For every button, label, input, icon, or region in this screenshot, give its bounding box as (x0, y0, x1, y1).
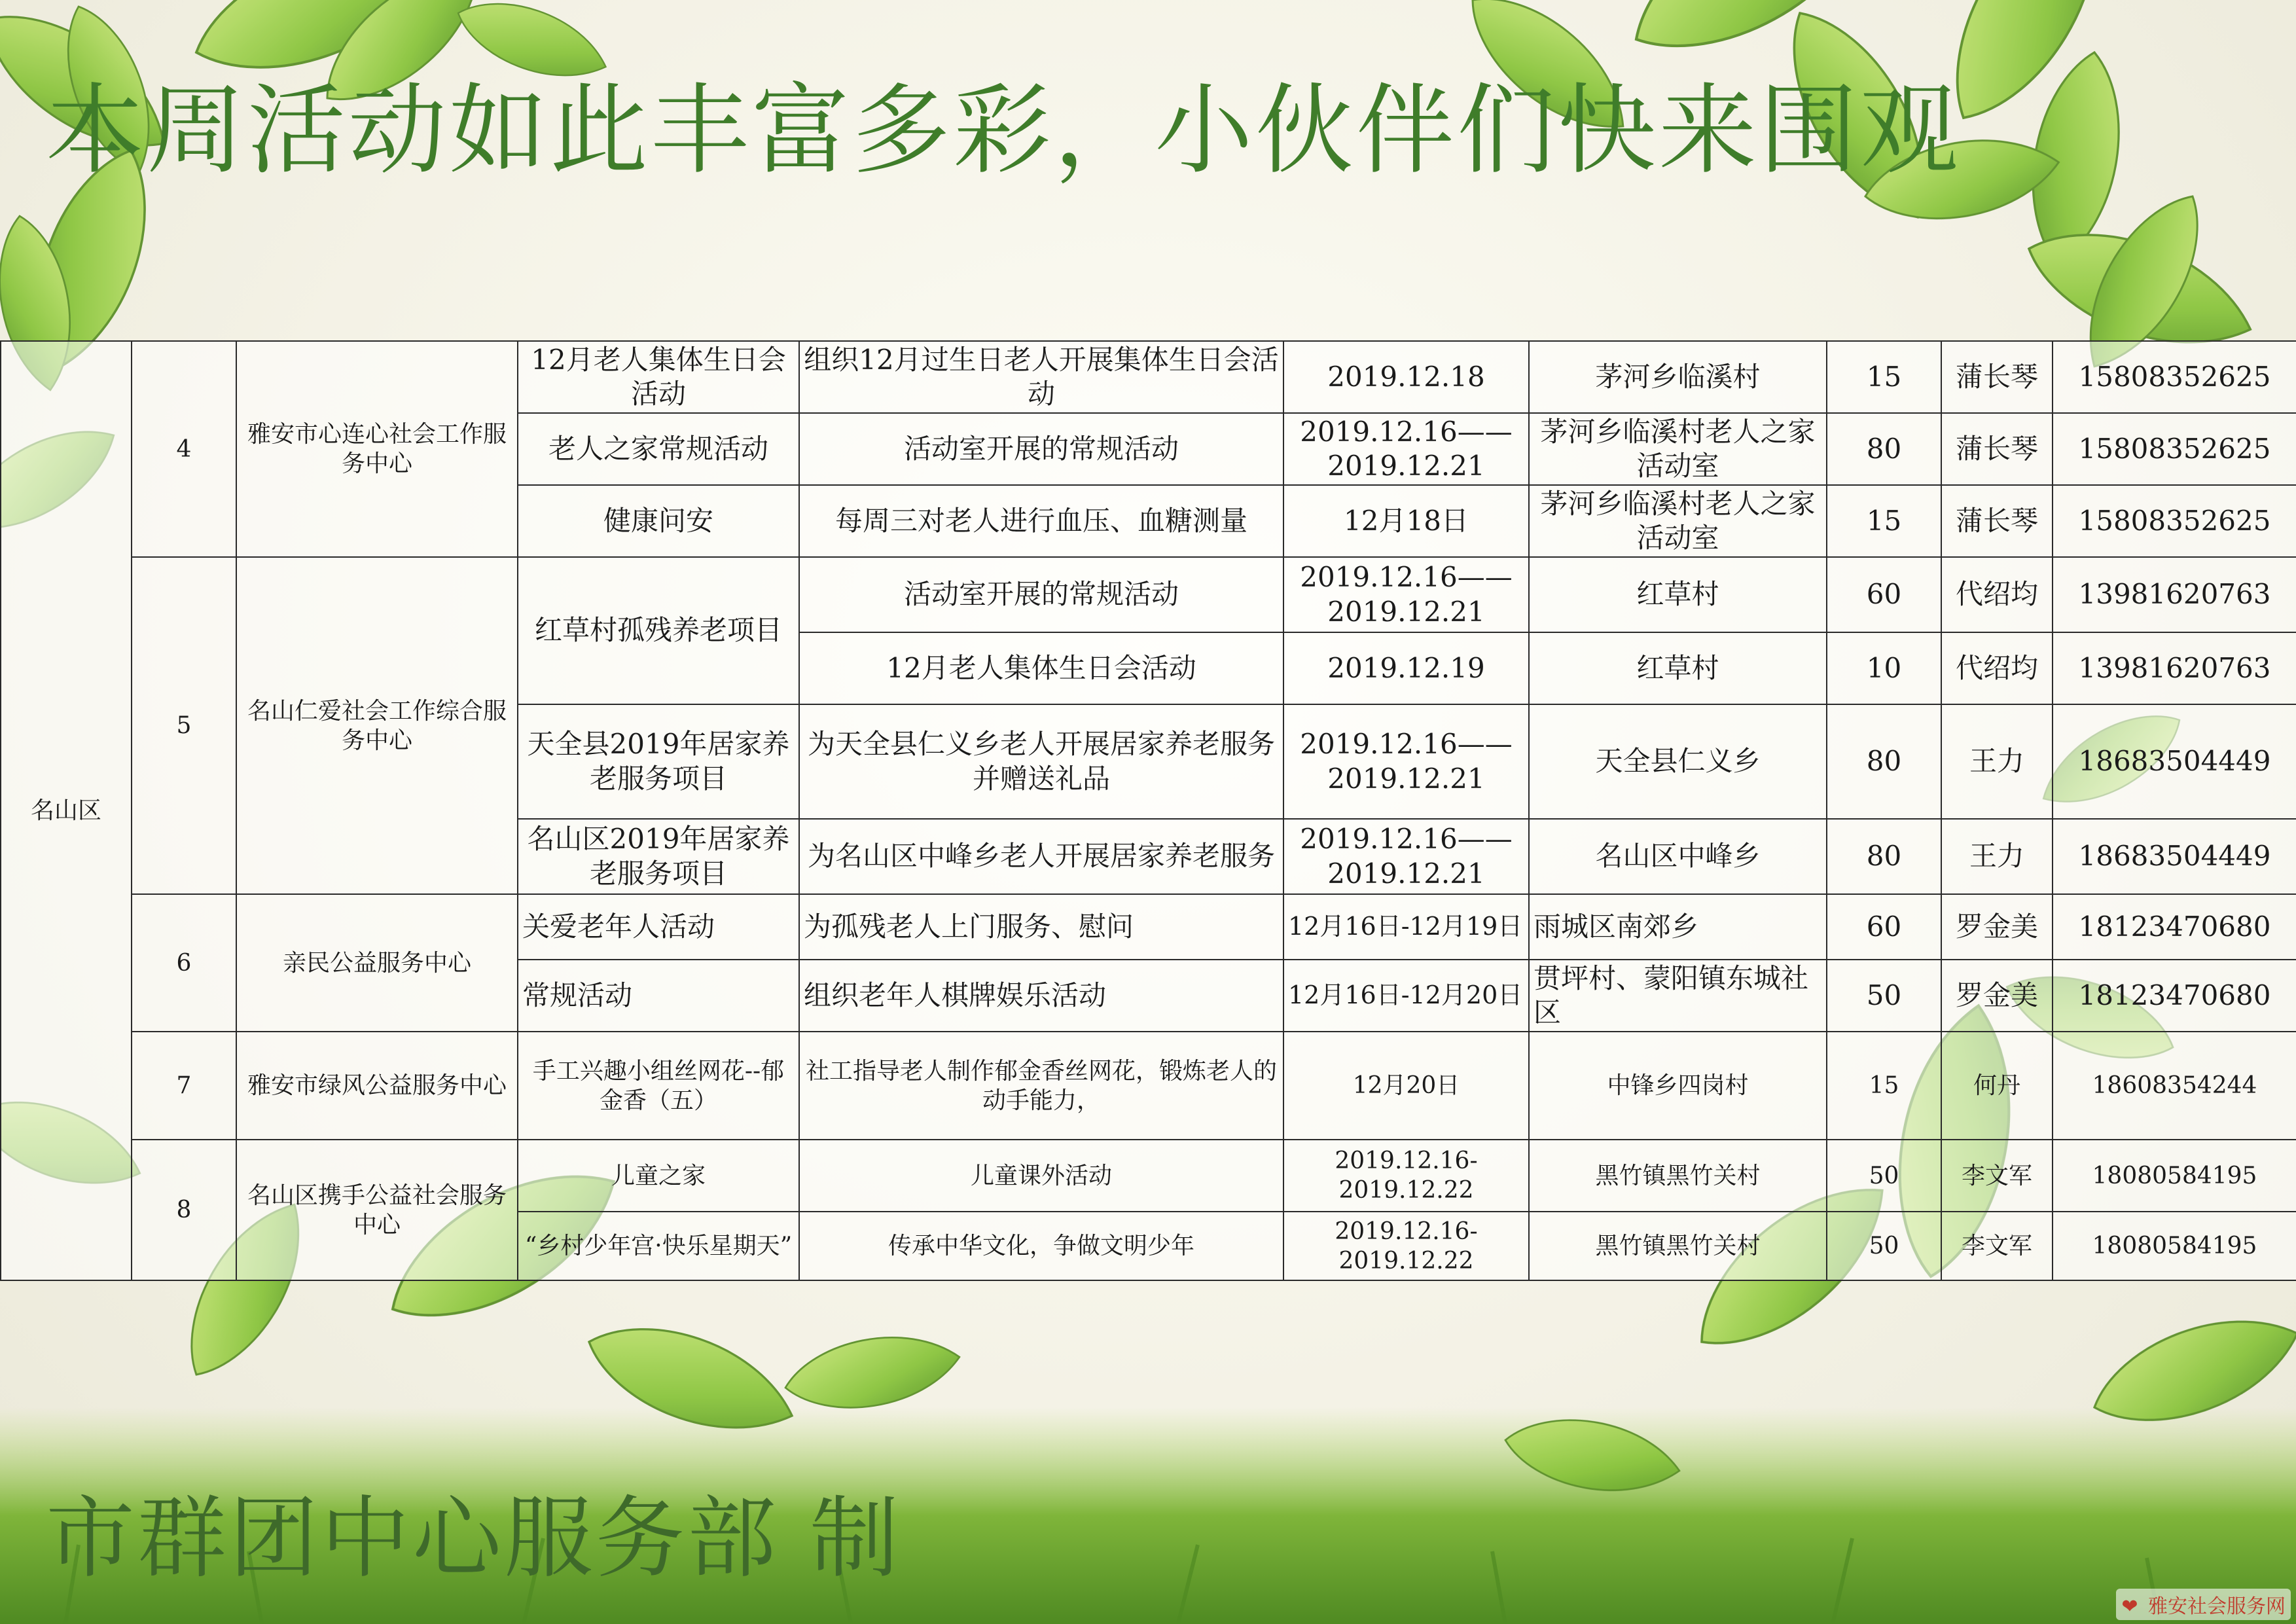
org-name: 雅安市绿风公益服务中心 (236, 1032, 518, 1140)
contact-cell: 何丹 (1941, 1032, 2053, 1140)
heart-logo-icon: ❤ (2121, 1595, 2138, 1618)
org-name: 名山区携手公益社会服务中心 (236, 1140, 518, 1280)
project-cell: 儿童之家 (518, 1140, 799, 1212)
content-cell: 传承中华文化，争做文明少年 (799, 1212, 1283, 1280)
project-cell: 手工兴趣小组丝网花--郁金香（五） (518, 1032, 799, 1140)
date-cell: 2019.12.16——2019.12.21 (1283, 704, 1529, 819)
project-cell: 关爱老年人活动 (518, 894, 799, 960)
place-cell: 黑竹镇黑竹关村 (1529, 1212, 1827, 1280)
place-cell: 红草村 (1529, 557, 1827, 632)
count-cell: 50 (1827, 1212, 1941, 1280)
table-row (1, 557, 2296, 632)
phone-cell: 13981620763 (2053, 632, 2296, 704)
phone-cell: 18123470680 (2053, 960, 2296, 1032)
project-cell: 12月老人集体生日会活动 (518, 341, 799, 413)
content-cell: 12月老人集体生日会活动 (799, 632, 1283, 704)
phone-cell: 18123470680 (2053, 894, 2296, 960)
date-cell: 2019.12.16——2019.12.21 (1283, 557, 1529, 632)
place-cell: 黑竹镇黑竹关村 (1529, 1140, 1827, 1212)
place-cell: 雨城区南郊乡 (1529, 894, 1827, 960)
date-cell: 12月18日 (1283, 485, 1529, 557)
project-cell: “乡村少年宫·快乐星期天” (518, 1212, 799, 1280)
content-cell: 为天全县仁义乡老人开展居家养老服务并赠送礼品 (799, 704, 1283, 819)
count-cell: 80 (1827, 413, 1941, 485)
contact-cell: 代绍均 (1941, 632, 2053, 704)
place-cell: 名山区中峰乡 (1529, 819, 1827, 894)
phone-cell: 18608354244 (2053, 1032, 2296, 1140)
count-cell: 80 (1827, 819, 1941, 894)
content-cell: 为孤残老人上门服务、慰问 (799, 894, 1283, 960)
project-cell: 健康问安 (518, 485, 799, 557)
place-cell: 红草村 (1529, 632, 1827, 704)
activity-table (0, 340, 2296, 1281)
phone-cell: 15808352625 (2053, 485, 2296, 557)
table-row (1, 1032, 2296, 1140)
content-cell: 儿童课外活动 (799, 1140, 1283, 1212)
place-cell: 茅河乡临溪村老人之家活动室 (1529, 485, 1827, 557)
table-row (1, 894, 2296, 960)
org-name: 亲民公益服务中心 (236, 894, 518, 1032)
date-cell: 12月20日 (1283, 1032, 1529, 1140)
phone-cell: 18683504449 (2053, 704, 2296, 819)
count-cell: 60 (1827, 894, 1941, 960)
date-cell: 2019.12.16-2019.12.22 (1283, 1140, 1529, 1212)
footer-credit: 市群团中心服务部 制 (46, 1487, 902, 1591)
contact-cell: 李文军 (1941, 1212, 2053, 1280)
org-number: 4 (132, 341, 236, 557)
date-cell: 12月16日-12月20日 (1283, 960, 1529, 1032)
project-cell: 名山区2019年居家养老服务项目 (518, 819, 799, 894)
org-name: 名山仁爱社会工作综合服务中心 (236, 557, 518, 894)
contact-cell: 王力 (1941, 819, 2053, 894)
district-cell: 名山区 (1, 341, 132, 1280)
contact-cell: 蒲长琴 (1941, 341, 2053, 413)
table-row (1, 1140, 2296, 1212)
date-cell: 2019.12.19 (1283, 632, 1529, 704)
org-name: 雅安市心连心社会工作服务中心 (236, 341, 518, 557)
phone-cell: 15808352625 (2053, 341, 2296, 413)
place-cell: 天全县仁义乡 (1529, 704, 1827, 819)
project-cell: 天全县2019年居家养老服务项目 (518, 704, 799, 819)
count-cell: 15 (1827, 1032, 1941, 1140)
place-cell: 中锋乡四岗村 (1529, 1032, 1827, 1140)
contact-cell: 罗金美 (1941, 960, 2053, 1032)
date-cell: 2019.12.16——2019.12.21 (1283, 413, 1529, 485)
phone-cell: 18080584195 (2053, 1212, 2296, 1280)
count-cell: 80 (1827, 704, 1941, 819)
project-cell: 常规活动 (518, 960, 799, 1032)
date-cell: 2019.12.16——2019.12.21 (1283, 819, 1529, 894)
contact-cell: 代绍均 (1941, 557, 2053, 632)
table-row (1, 341, 2296, 413)
phone-cell: 15808352625 (2053, 413, 2296, 485)
count-cell: 60 (1827, 557, 1941, 632)
site-watermark (2116, 1589, 2291, 1620)
date-cell: 12月16日-12月19日 (1283, 894, 1529, 960)
count-cell: 50 (1827, 1140, 1941, 1212)
content-cell: 组织老年人棋牌娱乐活动 (799, 960, 1283, 1032)
phone-cell: 18080584195 (2053, 1140, 2296, 1212)
contact-cell: 王力 (1941, 704, 2053, 819)
content-cell: 为名山区中峰乡老人开展居家养老服务 (799, 819, 1283, 894)
place-cell: 茅河乡临溪村老人之家活动室 (1529, 413, 1827, 485)
content-cell: 社工指导老人制作郁金香丝网花，锻炼老人的动手能力， (799, 1032, 1283, 1140)
count-cell: 10 (1827, 632, 1941, 704)
count-cell: 15 (1827, 485, 1941, 557)
phone-cell: 13981620763 (2053, 557, 2296, 632)
org-number: 8 (132, 1140, 236, 1280)
org-number: 5 (132, 557, 236, 894)
org-number: 6 (132, 894, 236, 1032)
count-cell: 50 (1827, 960, 1941, 1032)
count-cell: 15 (1827, 341, 1941, 413)
project-cell: 老人之家常规活动 (518, 413, 799, 485)
place-cell: 茅河乡临溪村 (1529, 341, 1827, 413)
org-number: 7 (132, 1032, 236, 1140)
phone-cell: 18683504449 (2053, 819, 2296, 894)
contact-cell: 李文军 (1941, 1140, 2053, 1212)
content-cell: 活动室开展的常规活动 (799, 557, 1283, 632)
content-cell: 活动室开展的常规活动 (799, 413, 1283, 485)
content-cell: 每周三对老人进行血压、血糖测量 (799, 485, 1283, 557)
contact-cell: 蒲长琴 (1941, 413, 2053, 485)
watermark-text: 雅安社会服务网 (2148, 1595, 2286, 1618)
date-cell: 2019.12.16-2019.12.22 (1283, 1212, 1529, 1280)
contact-cell: 蒲长琴 (1941, 485, 2053, 557)
page-title: 本周活动如此丰富多彩，小伙伴们快来围观 (46, 74, 1962, 188)
content-cell: 组织12月过生日老人开展集体生日会活动 (799, 341, 1283, 413)
date-cell: 2019.12.18 (1283, 341, 1529, 413)
place-cell: 贯坪村、蒙阳镇东城社区 (1529, 960, 1827, 1032)
project-cell: 红草村孤残养老项目 (518, 557, 799, 704)
contact-cell: 罗金美 (1941, 894, 2053, 960)
